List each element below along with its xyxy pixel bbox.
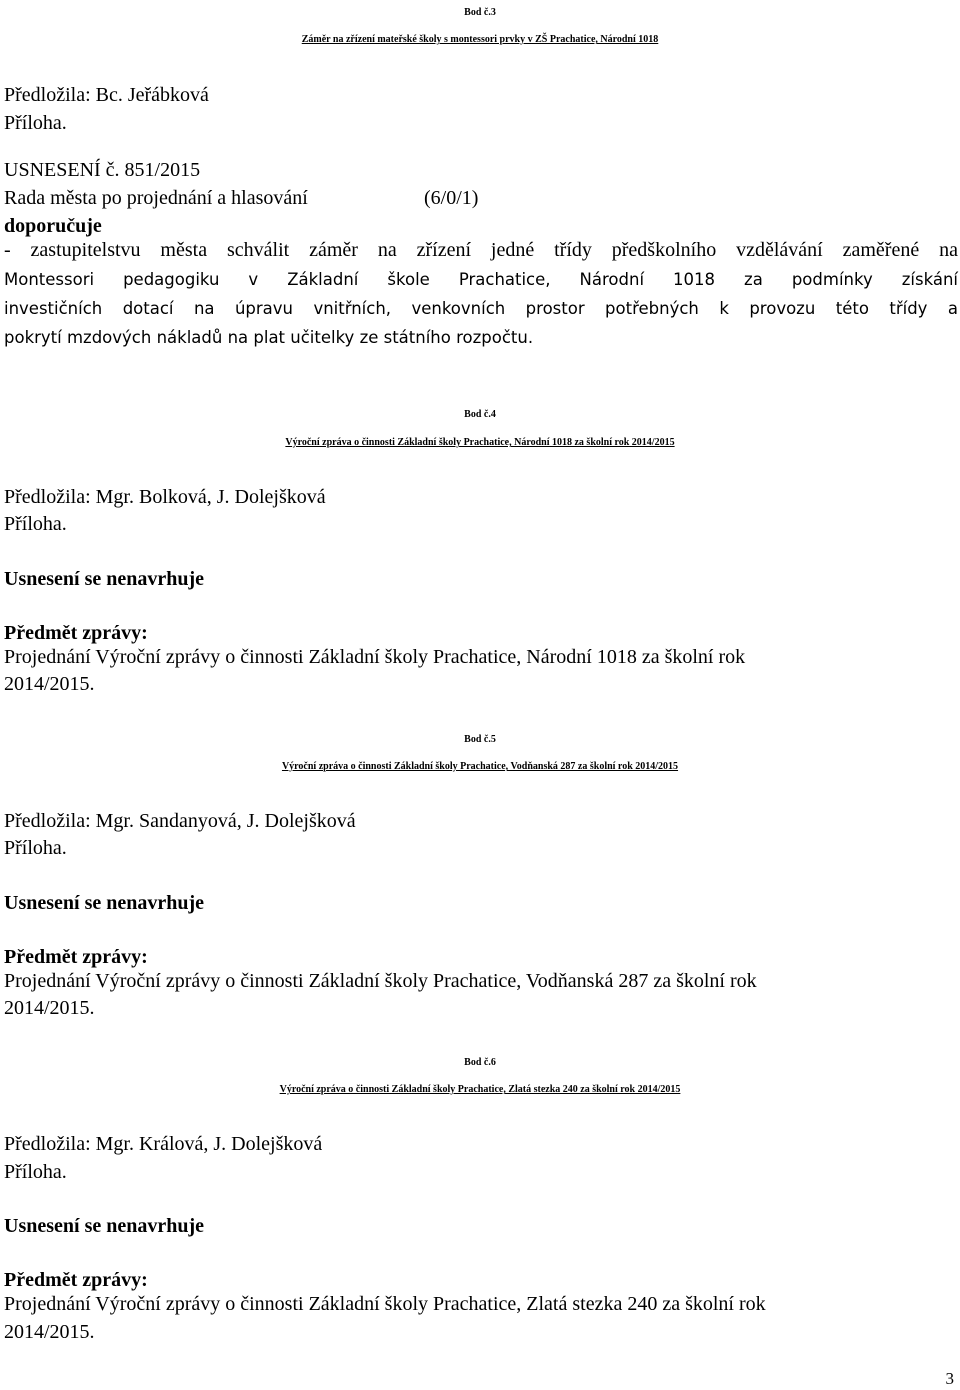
item3-body-line-3: investičních dotací na úpravu vnitřních, venkovních prostor potřebných k provozu této třídy a <box>4 299 958 318</box>
item6-presenter: Předložila: Mgr. Králová, J. Dolejšková <box>4 1133 323 1155</box>
item6-subject-line-2: 2014/2015. <box>4 1321 95 1343</box>
item4-attachment: Příloha. <box>4 513 67 535</box>
item3-vote-line: Rada města po projednání a hlasování <box>4 187 308 209</box>
item3-heading: Bod č.3 <box>464 7 496 18</box>
item5-presenter: Předložila: Mgr. Sandanyová, J. Dolejšková <box>4 810 356 832</box>
item5-attachment: Příloha. <box>4 837 67 859</box>
item4-heading: Bod č.4 <box>464 409 496 420</box>
item3-body-line-4: pokrytí mzdových nákladů na plat učitelky ze státního rozpočtu. <box>4 328 534 347</box>
item3-body-line-2: Montessori pedagogiku v Základní škole Prachatice, Národní 1018 za podmínky získání <box>4 270 958 289</box>
item5-subject-line-1: Projednání Výroční zprávy o činnosti Základní školy Prachatice, Vodňanská 287 za školní rok <box>4 970 757 992</box>
item6-subject-line-1: Projednání Výroční zprávy o činnosti Základní školy Prachatice, Zlatá stezka 240 za školní rok <box>4 1293 766 1315</box>
item3-verb: doporučuje <box>4 215 102 237</box>
item4-title: Výroční zpráva o činnosti Základní školy Prachatice, Národní 1018 za školní rok 2014/2015 <box>285 437 675 448</box>
item4-subject-line-1: Projednání Výroční zprávy o činnosti Základní školy Prachatice, Národní 1018 za školní rok <box>4 646 746 668</box>
item3-title: Záměr na zřízení mateřské školy s montessori prvky v ZŠ Prachatice, Národní 1018 <box>301 34 659 45</box>
item5-subject-line-2: 2014/2015. <box>4 997 95 1019</box>
item3-presenter: Předložila: Bc. Jeřábková <box>4 84 209 106</box>
item4-presenter: Předložila: Mgr. Bolková, J. Dolejšková <box>4 486 326 508</box>
item5-no-resolution: Usnesení se nenavrhuje <box>4 892 205 914</box>
item5-heading: Bod č.5 <box>464 734 496 745</box>
item5-subject-label: Předmět zprávy: <box>4 946 148 968</box>
item4-subject-line-2: 2014/2015. <box>4 673 95 695</box>
item3-body-line-1: - zastupitelstvu města schválit záměr na zřízení jedné třídy předškolního vzdělávání zaměřené na <box>4 239 958 261</box>
item6-attachment: Příloha. <box>4 1161 67 1183</box>
item6-heading: Bod č.6 <box>464 1057 496 1068</box>
page-number: 3 <box>945 1369 954 1388</box>
item3-attachment: Příloha. <box>4 112 67 134</box>
item4-no-resolution: Usnesení se nenavrhuje <box>4 568 205 590</box>
item6-subject-label: Předmět zprávy: <box>4 1269 148 1291</box>
item3-vote-result: (6/0/1) <box>424 187 479 209</box>
item6-no-resolution: Usnesení se nenavrhuje <box>4 1215 205 1237</box>
item3-resolution-number: USNESENÍ č. 851/2015 <box>4 159 201 181</box>
item5-title: Výroční zpráva o činnosti Základní školy Prachatice, Vodňanská 287 za školní rok 2014/2015 <box>281 761 679 772</box>
item6-title: Výroční zpráva o činnosti Základní školy Prachatice, Zlatá stezka 240 za školní rok 2014/2015 <box>279 1084 681 1095</box>
item3-body <box>4 236 958 352</box>
item4-subject-label: Předmět zprávy: <box>4 622 148 644</box>
